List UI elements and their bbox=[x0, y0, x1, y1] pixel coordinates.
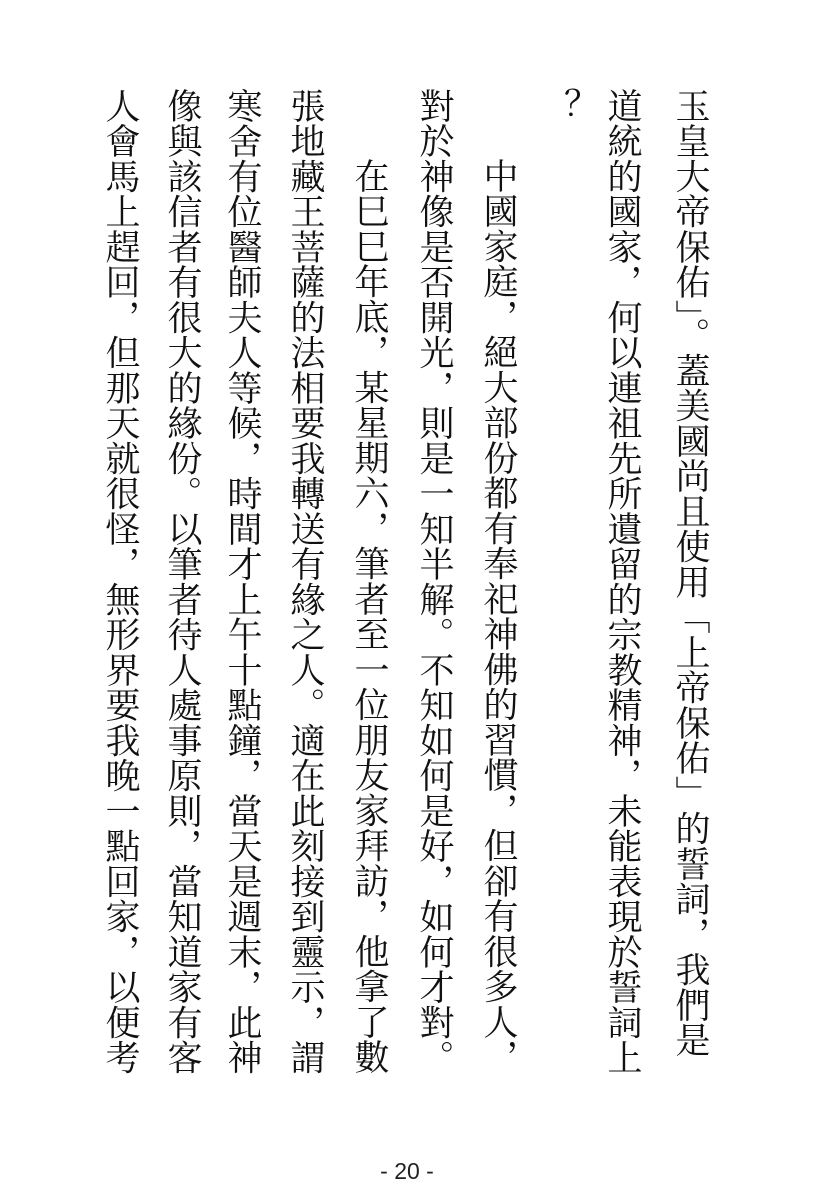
page-number: - 20 - bbox=[380, 1158, 434, 1184]
text-column-6: 在巳巳年底，某星期六，筆者至一位朋友家拜訪，他拿了數 bbox=[349, 158, 389, 1075]
text-column-4: 中國家庭，絕大部份都有奉祀神佛的習慣，但卻有很多人， bbox=[478, 158, 518, 1075]
text-column-1: 玉皇大帝保佑」。蓋美國尚且使用「上帝保佑」的誓詞，我們是 bbox=[670, 88, 710, 1058]
text-column-3: ？ bbox=[541, 88, 581, 124]
text-column-5: 對於神像是否開光，則是一知半解。不知如何是好，如何才對。 bbox=[414, 88, 454, 1075]
text-column-7: 張地藏王菩薩的法相要我轉送有緣之人。適在此刻接到靈示，謂 bbox=[285, 88, 325, 1075]
text-column-9: 像與該信者有很大的緣份。以筆者待人處事原則，當知道家有客 bbox=[162, 88, 202, 1075]
text-column-10: 人會馬上趕回，但那天就很怪，無形界要我晚一點回家，以便考 bbox=[100, 88, 140, 1075]
text-column-8: 寒舍有位醫師夫人等候，時間才上午十點鐘，當天是週末，此神 bbox=[222, 88, 262, 1075]
text-column-2: 道統的國家，何以連祖先所遺留的宗教精神，未能表現於誓詞上 bbox=[602, 88, 642, 1075]
